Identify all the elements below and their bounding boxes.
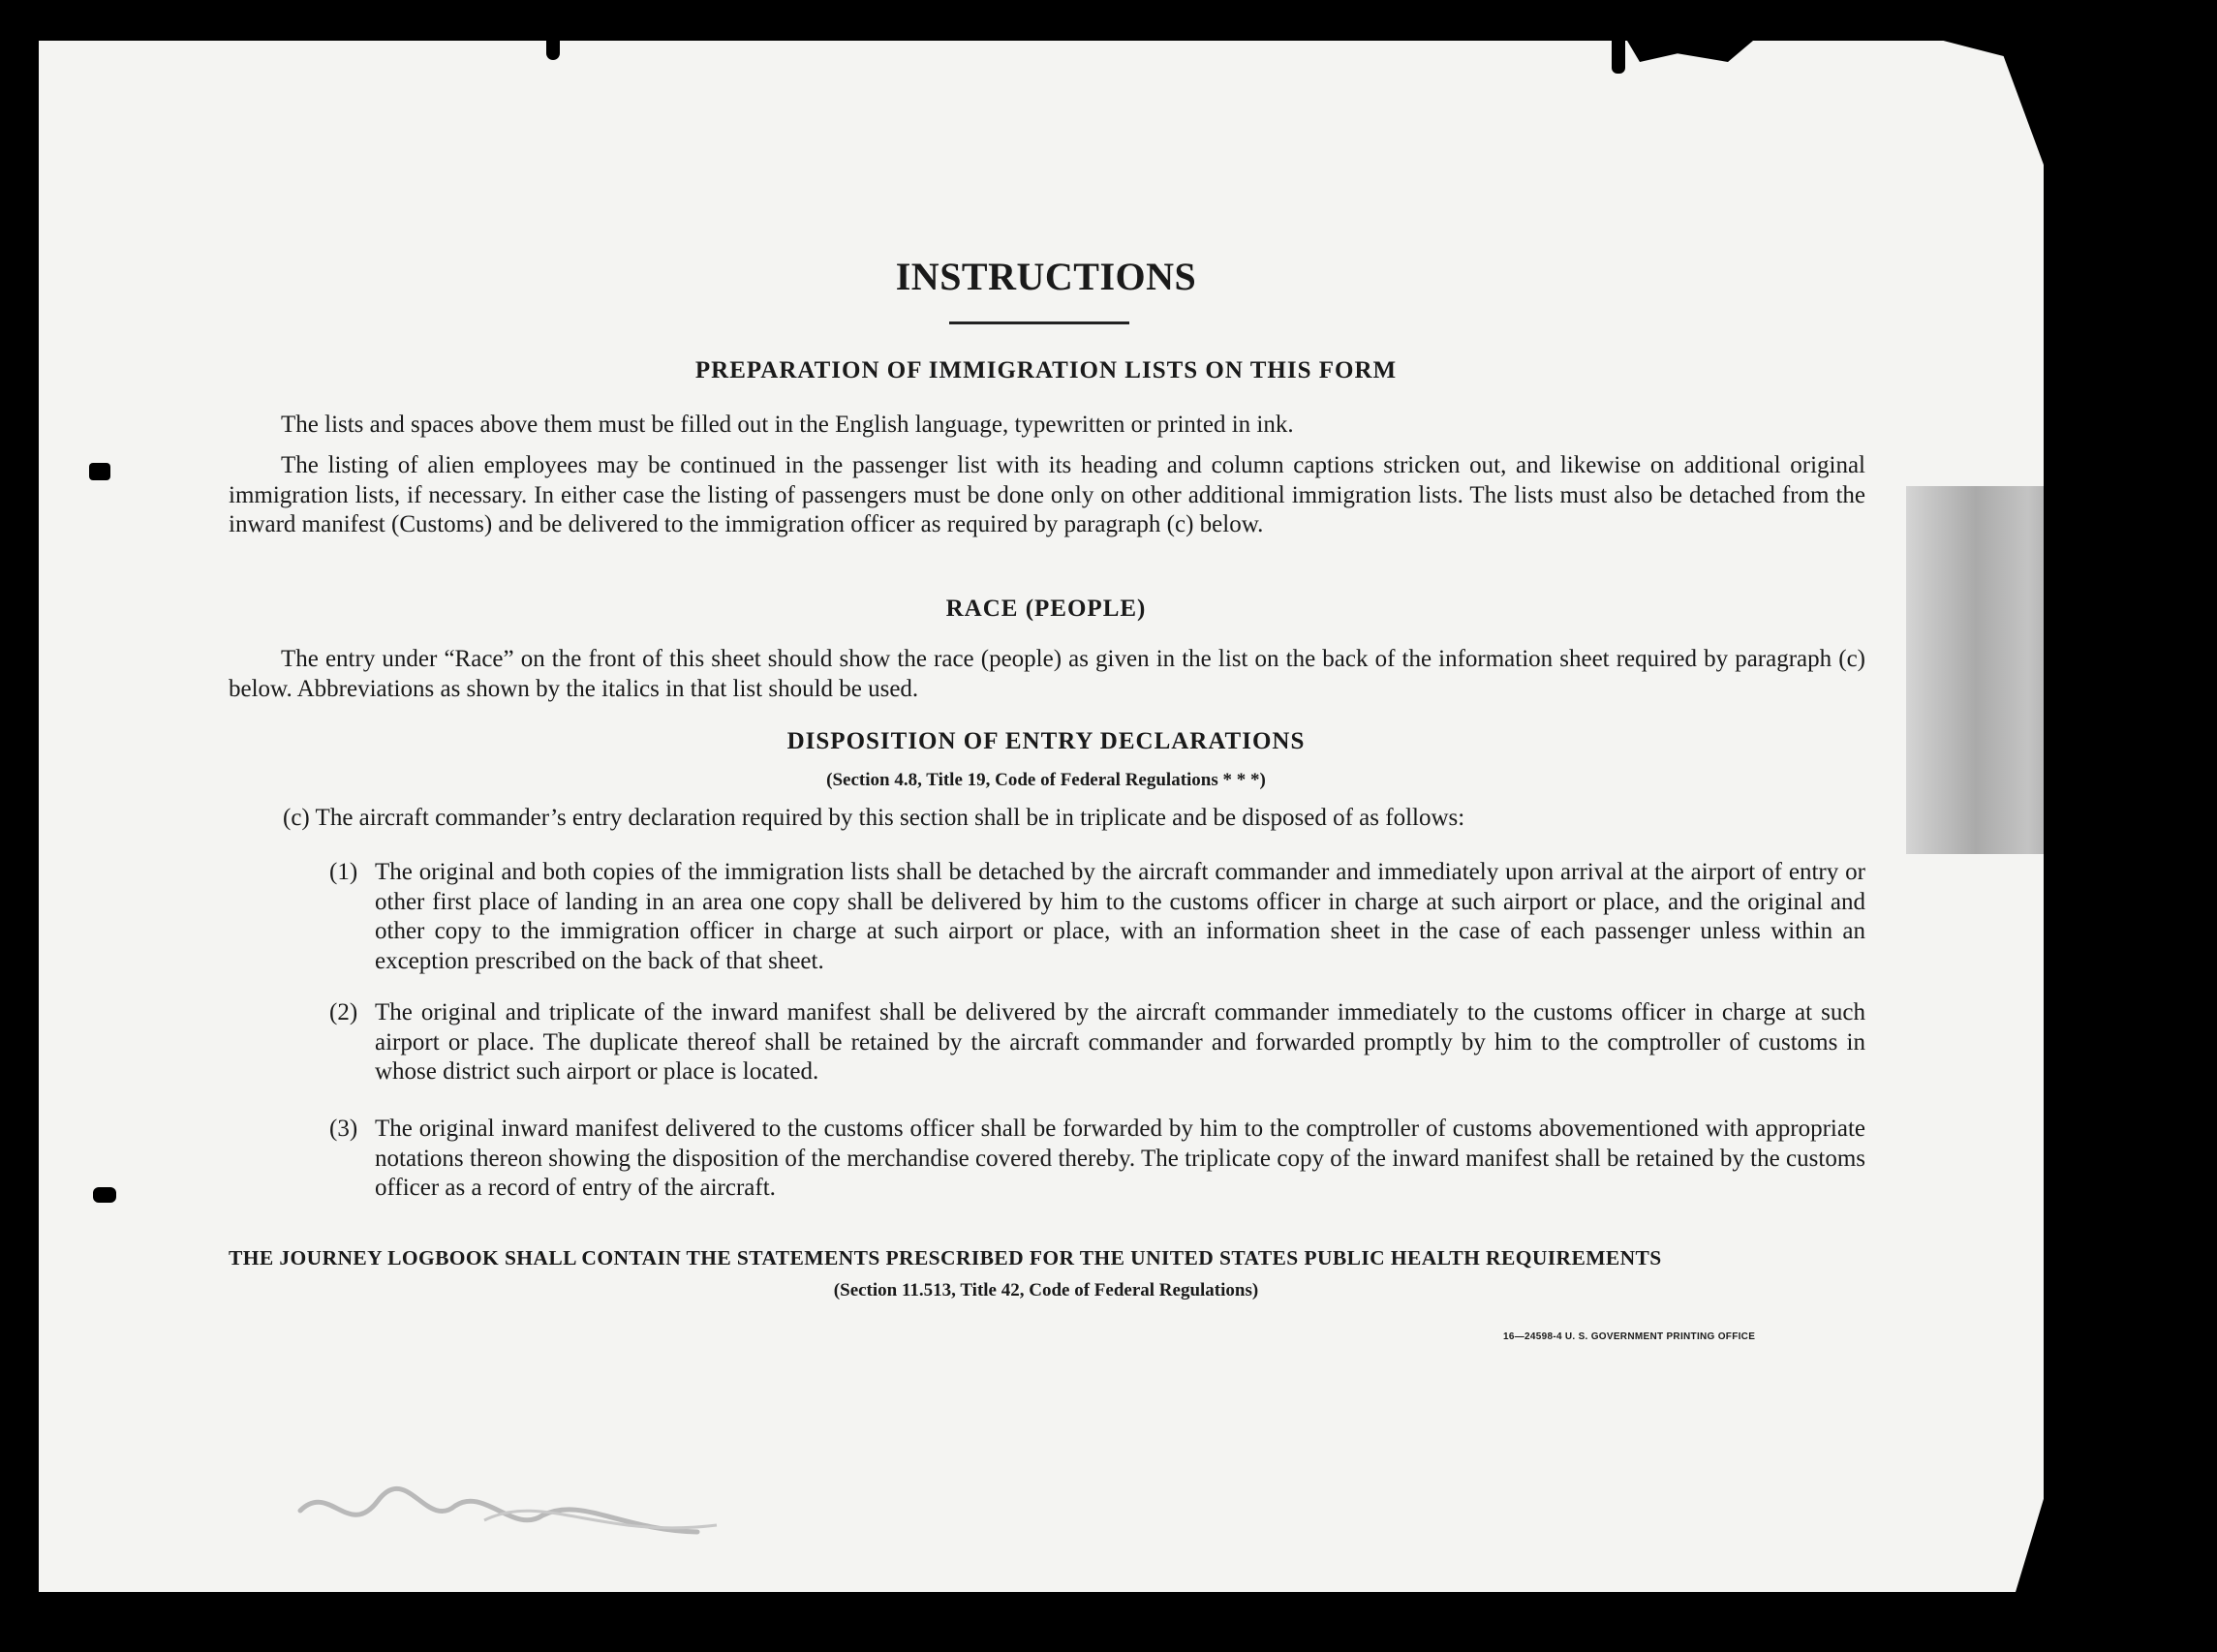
list-item: [329, 1115, 1865, 1204]
disposition-lead: (c) The aircraft commander’s entry declaration required by this section shall be in triplicate and be disposed of as follows:: [283, 805, 1465, 831]
paragraph: [229, 451, 1865, 540]
paragraph: [229, 411, 1865, 441]
list-item-text: The original and triplicate of the inward manifest shall be delivered by the aircraft commander immediately to the customs officer in charge at such airport or place. The duplicate thereof shall be retained by the aircraft commander and forwarded promptly by him to the comptroller of customs in whose district such airport or place is located.: [375, 999, 1865, 1085]
footer-statement: THE JOURNEY LOGBOOK SHALL CONTAIN THE STATEMENTS PRESCRIBED FOR THE UNITED STATES PUBLIC HEALTH REQUIREMENTS: [229, 1246, 1662, 1270]
signature: [291, 1472, 736, 1549]
punch-mark: [89, 463, 110, 480]
list-item-number: (2): [329, 999, 358, 1025]
paragraph: [229, 645, 1865, 704]
list-item: [329, 998, 1865, 1087]
list-item-text: The original inward manifest delivered to the customs officer shall be forwarded by him to the comptroller of customs abovementioned with appropriate notations thereon showing the disposition of the merchandise covered thereby. The triplicate copy of the inward manifest shall be retained by the customs officer as a record of entry of the aircraft.: [375, 1116, 1865, 1201]
paragraph-text: The entry under “Race” on the front of this sheet should show the race (people) as given in the list on the back of the information sheet required by paragraph (c) below. Abbreviations as shown by the italics in that list should be used.: [229, 646, 1865, 702]
bleed-through-photo: [1906, 486, 2080, 854]
section-heading-race: RACE (PEOPLE): [945, 596, 1147, 622]
paragraph-text: The listing of alien employees may be continued in the passenger list with its heading and column captions stricken out, and likewise on additional original immigration lists, if necessary. In either case the listing of passengers must be done only on other additional immigration lists. The lists must also be detached from the inward manifest (Customs) and be delivered to the immigration officer as required by paragraph (c) below.: [229, 452, 1865, 537]
section-citation: (Section 4.8, Title 19, Code of Federal Regulations * * *): [826, 770, 1266, 790]
section-heading-preparation: PREPARATION OF IMMIGRATION LISTS ON THIS FORM: [694, 357, 1398, 383]
section-heading-disposition: DISPOSITION OF ENTRY DECLARATIONS: [786, 728, 1306, 754]
footer-citation: (Section 11.513, Title 42, Code of Federal Regulations): [833, 1280, 1259, 1300]
paragraph-text: The lists and spaces above them must be filled out in the English language, typewritten or printed in ink.: [281, 412, 1294, 438]
tear-mark: [1627, 41, 1753, 62]
punch-mark: [546, 41, 560, 60]
punch-mark: [1612, 41, 1625, 74]
list-item: [329, 858, 1865, 976]
list-item-text: The original and both copies of the immigration lists shall be detached by the aircraft commander and immediately upon arrival at the airport of entry or other first place of landing in an area one copy shall be delivered by him to the customs officer in charge at such airport or place, and the original and other copy to the immigration officer in charge at such airport or place, with an information sheet in the case of each passenger unless within an exception prescribed on the back of that sheet.: [375, 859, 1865, 974]
printing-office-line: 16—24598-4 U. S. GOVERNMENT PRINTING OFFICE: [1503, 1331, 1756, 1342]
list-item-number: (1): [329, 859, 358, 885]
list-item-number: (3): [329, 1116, 358, 1142]
page-title: INSTRUCTIONS: [895, 255, 1197, 298]
punch-mark: [93, 1187, 116, 1203]
title-underline: [949, 321, 1129, 324]
